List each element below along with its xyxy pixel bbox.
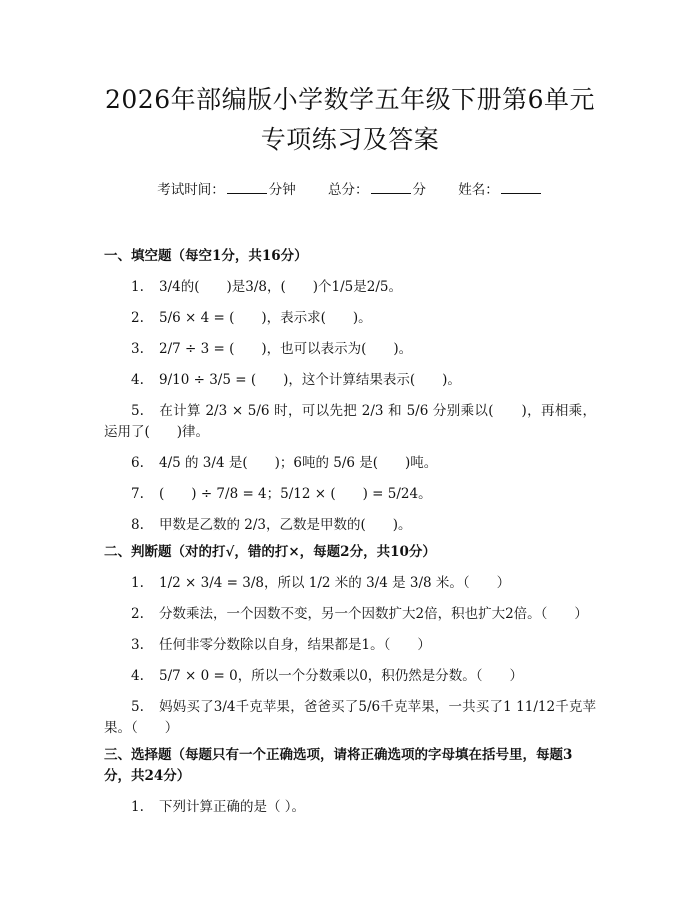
question-text: 1/2 × 3/4 = 3/8，所以 1/2 米的 3/4 是 3/8 米。（ ） xyxy=(159,575,511,591)
student-name-field xyxy=(458,180,543,200)
title-line-1: 2026年部编版小学数学五年级下册第6单元 xyxy=(104,85,596,114)
question-text: 2/7 ÷ 3 = ( )，也可以表示为( )。 xyxy=(159,341,413,357)
question-number: 3. xyxy=(131,341,144,357)
question-item xyxy=(104,697,596,739)
question-item xyxy=(104,797,596,818)
section-title: 一、填空题（每空1分，共16分） xyxy=(104,248,308,264)
question-text: 在计算 2/3 × 5/6 时，可以先把 2/3 和 5/6 分别乘以( )，再相乘，运用了( )律。 xyxy=(104,403,596,440)
total-score-label: 总分： xyxy=(328,182,369,198)
question-item xyxy=(104,401,596,443)
question-number: 1. xyxy=(131,575,144,591)
question-item xyxy=(104,515,596,536)
question-item xyxy=(104,604,596,625)
exam-time-blank[interactable] xyxy=(227,180,267,194)
document-title xyxy=(104,0,596,160)
question-text: 甲数是乙数的 2/3，乙数是甲数的( )。 xyxy=(159,517,412,533)
question-text: 3/4的( )是3/8，( )个1/5是2/5。 xyxy=(159,279,402,295)
exam-meta xyxy=(104,180,596,200)
question-item xyxy=(104,277,596,298)
question-text: 分数乘法，一个因数不变，另一个因数扩大2倍，积也扩大2倍。（ ） xyxy=(159,606,588,622)
section-title: 三、选择题（每题只有一个正确选项，请将正确选项的字母填在括号里，每题3分，共24分） xyxy=(104,747,573,784)
total-score-field xyxy=(328,180,426,200)
section-multiple-choice xyxy=(104,745,596,818)
exam-time-unit: 分钟 xyxy=(268,182,296,198)
section-true-false xyxy=(104,542,596,739)
question-text: 4/5 的 3/4 是( )；6吨的 5/6 是( )吨。 xyxy=(159,455,438,471)
question-number: 4. xyxy=(131,372,144,388)
question-number: 2. xyxy=(131,606,144,622)
title-line-2: 专项练习及答案 xyxy=(260,125,440,154)
student-name-blank[interactable] xyxy=(501,180,541,194)
question-text: 9/10 ÷ 3/5 = ( )，这个计算结果表示( )。 xyxy=(159,372,461,388)
question-number: 5. xyxy=(131,403,144,419)
question-item xyxy=(104,666,596,687)
total-score-blank[interactable] xyxy=(371,180,411,194)
total-score-unit: 分 xyxy=(412,182,426,198)
question-number: 5. xyxy=(131,699,144,715)
exam-time-label: 考试时间： xyxy=(157,182,225,198)
question-number: 1. xyxy=(131,279,144,295)
question-item xyxy=(104,484,596,505)
question-item xyxy=(104,370,596,391)
question-number: 4. xyxy=(131,668,144,684)
student-name-label: 姓名： xyxy=(458,182,499,198)
question-number: 1. xyxy=(131,799,144,815)
section-title: 二、判断题（对的打√，错的打×，每题2分，共10分） xyxy=(104,544,436,560)
question-item xyxy=(104,453,596,474)
question-item xyxy=(104,573,596,594)
question-text: 5/6 × 4 = ( )，表示求( )。 xyxy=(159,310,372,326)
question-number: 8. xyxy=(131,517,144,533)
exam-time-field xyxy=(157,180,296,200)
question-text: 妈妈买了3/4千克苹果，爸爸买了5/6千克苹果，一共买了1 11/12千克苹果。（ ） xyxy=(104,699,596,736)
question-number: 6. xyxy=(131,455,144,471)
question-item xyxy=(104,339,596,360)
question-text: 5/7 × 0 = 0，所以一个分数乘以0，积仍然是分数。（ ） xyxy=(159,668,524,684)
question-text: 下列计算正确的是（ ）。 xyxy=(159,799,306,815)
question-text: ( ) ÷ 7/8 = 4；5/12 × ( ) = 5/24。 xyxy=(159,486,432,502)
question-number: 3. xyxy=(131,637,144,653)
question-text: 任何非零分数除以自身，结果都是1。（ ） xyxy=(159,637,431,653)
question-number: 2. xyxy=(131,310,144,326)
question-item xyxy=(104,635,596,656)
question-item xyxy=(104,308,596,329)
section-fill-in-blank xyxy=(104,246,596,536)
question-number: 7. xyxy=(131,486,144,502)
